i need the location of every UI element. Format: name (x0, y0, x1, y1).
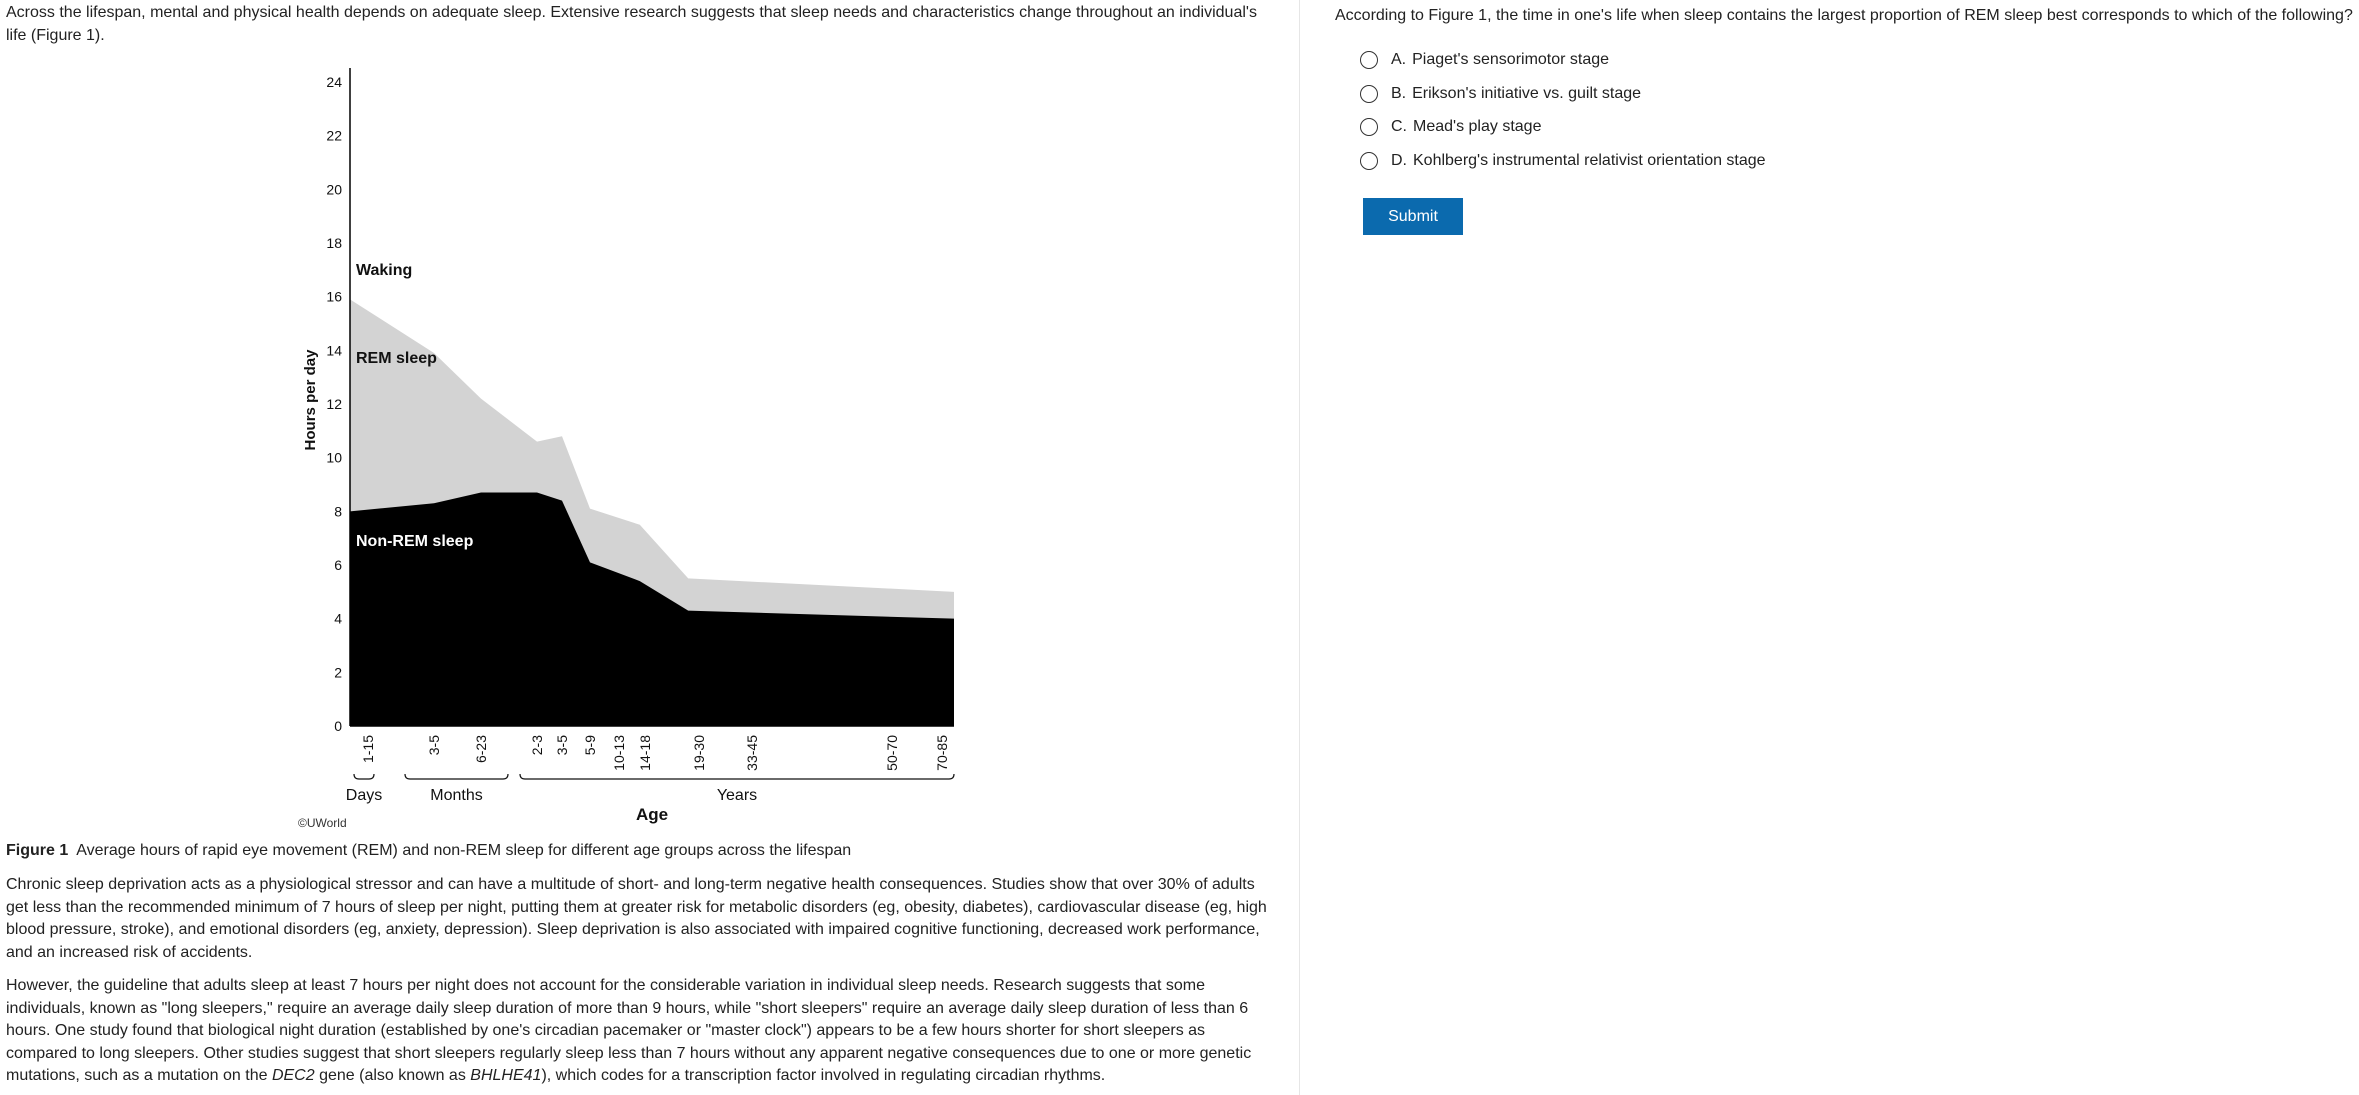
x-tick-label: 6-23 (472, 735, 489, 764)
option-letter: C. (1391, 118, 1407, 135)
x-tick-label: 14-18 (636, 735, 653, 771)
figure-caption-label: Figure 1 (6, 842, 69, 859)
x-tick-label: 2-3 (528, 735, 545, 756)
age-group-bracket (405, 774, 508, 779)
y-tick-label: 12 (326, 396, 342, 412)
paragraph-3-text-a: However, the guideline that adults sleep at least 7 hours per night does not account for the considerable variation in individual sleep needs. Research suggests that some individuals, known as "long sleepers," require an average daily sleep duration of more than 9 hours, while "short sleepers" require an average daily sleep duration of less than 6 hours. One study found that biological night duration (established by one's circadian pacemaker or "master clock") appears to be a few hours shorter for short sleepers as compared to long sleepers. Other studies suggest that short sleepers regularly sleep less than 7 hours without any apparent negative consequences due to one or more genetic mutations, such as a mutation on the (6, 977, 1252, 1085)
age-group-label: Days (345, 787, 383, 804)
figure-caption (6, 842, 851, 860)
paragraph-3-text-c: ), which codes for a transcription factor involved in regulating circadian rhythms. (541, 1067, 1106, 1085)
answer-option-d[interactable] (1360, 148, 1766, 174)
answer-option-c[interactable] (1360, 114, 1541, 140)
x-tick-label: 1-15 (359, 735, 376, 764)
gene-name-bhlhe41: BHLHE41 (470, 1067, 542, 1085)
paragraph-3-text-b: gene (also known as (314, 1067, 471, 1085)
radio-button-a[interactable] (1360, 51, 1378, 69)
option-text: Mead's play stage (1413, 118, 1542, 135)
radio-button-d[interactable] (1360, 152, 1378, 170)
x-tick-label: 5-9 (581, 735, 598, 756)
option-letter: A. (1391, 51, 1407, 68)
y-axis-label: Hours per day (302, 349, 319, 451)
radio-button-c[interactable] (1360, 118, 1378, 136)
passage-intro: Across the lifespan, mental and physical health depends on adequate sleep. Extensive research suggests that sleep needs and characteristics change throughout an individual's life (Figure 1). (6, 4, 1257, 44)
y-tick-label: 22 (326, 127, 342, 144)
option-text: Erikson's initiative vs. guilt stage (1412, 85, 1642, 102)
figure-caption-text: Average hours of rapid eye movement (REM) and non-REM sleep for different age groups across the lifespan (76, 842, 852, 859)
answer-option-a[interactable] (1360, 47, 1609, 73)
passage-paragraph-3 (6, 975, 1276, 1088)
x-axis-label: Age (635, 805, 669, 824)
radio-button-b[interactable] (1360, 85, 1378, 103)
x-tick-label: 50-70 (883, 735, 900, 771)
x-tick-label: 70-85 (933, 735, 950, 771)
y-tick-label: 10 (326, 449, 342, 466)
x-tick-label: 19-30 (690, 735, 707, 771)
area-label-waking: Waking (356, 262, 413, 279)
x-tick-label: 3-5 (425, 735, 442, 756)
y-tick-label: 16 (326, 288, 342, 305)
option-text: Piaget's sensorimotor stage (1412, 51, 1610, 68)
answer-option-b[interactable] (1360, 81, 1641, 107)
age-group-bracket (354, 774, 374, 779)
option-letter: B. (1391, 85, 1407, 102)
question-stem: According to Figure 1, the time in one's life when sleep contains the largest proportion of REM sleep best corresponds to which of the following? (1335, 7, 2353, 24)
age-group-label: Months (430, 787, 483, 804)
option-letter: D. (1391, 152, 1407, 169)
x-tick-label: 10-13 (610, 735, 627, 771)
y-tick-label: 6 (334, 557, 342, 573)
age-group-label: Years (716, 787, 758, 804)
y-tick-label: 20 (326, 181, 342, 198)
question-panel (1300, 0, 2359, 1095)
x-tick-label: 33-45 (743, 735, 760, 771)
y-tick-label: 4 (334, 610, 342, 627)
passage-paragraph-2: Chronic sleep deprivation acts as a physiological stressor and can have a multitude of short- and long-term negative health consequences. Studies show that over 30% of adults get less than the recommended minimum of 7 hours of sleep per night, putting them at greater risk for metabolic disorders (eg, obesity, diabetes), cardiovascular disease (eg, high blood pressure, stroke), and emotional disorders (eg, anxiety, depression). Sleep deprivation is also associated with impaired cognitive functioning, decreased work performance, and an increased risk of accidents. (6, 876, 1267, 961)
y-tick-label: 14 (326, 342, 342, 359)
x-tick-label: 3-5 (553, 735, 570, 756)
sleep-figure (290, 60, 990, 840)
age-group-bracket (520, 774, 954, 779)
y-tick-label: 24 (326, 74, 342, 90)
y-tick-label: 0 (334, 718, 342, 734)
area-label-nonrem: Non-REM sleep (356, 533, 474, 550)
y-tick-label: 8 (334, 503, 342, 520)
y-tick-label: 18 (326, 235, 342, 251)
submit-button[interactable]: Submit (1363, 198, 1463, 235)
y-tick-label: 2 (334, 664, 342, 681)
option-text: Kohlberg's instrumental relativist orientation stage (1413, 152, 1766, 169)
area-label-rem: REM sleep (356, 350, 437, 367)
gene-name-dec2: DEC2 (271, 1067, 315, 1085)
copyright-text: ©UWorld (298, 816, 347, 830)
